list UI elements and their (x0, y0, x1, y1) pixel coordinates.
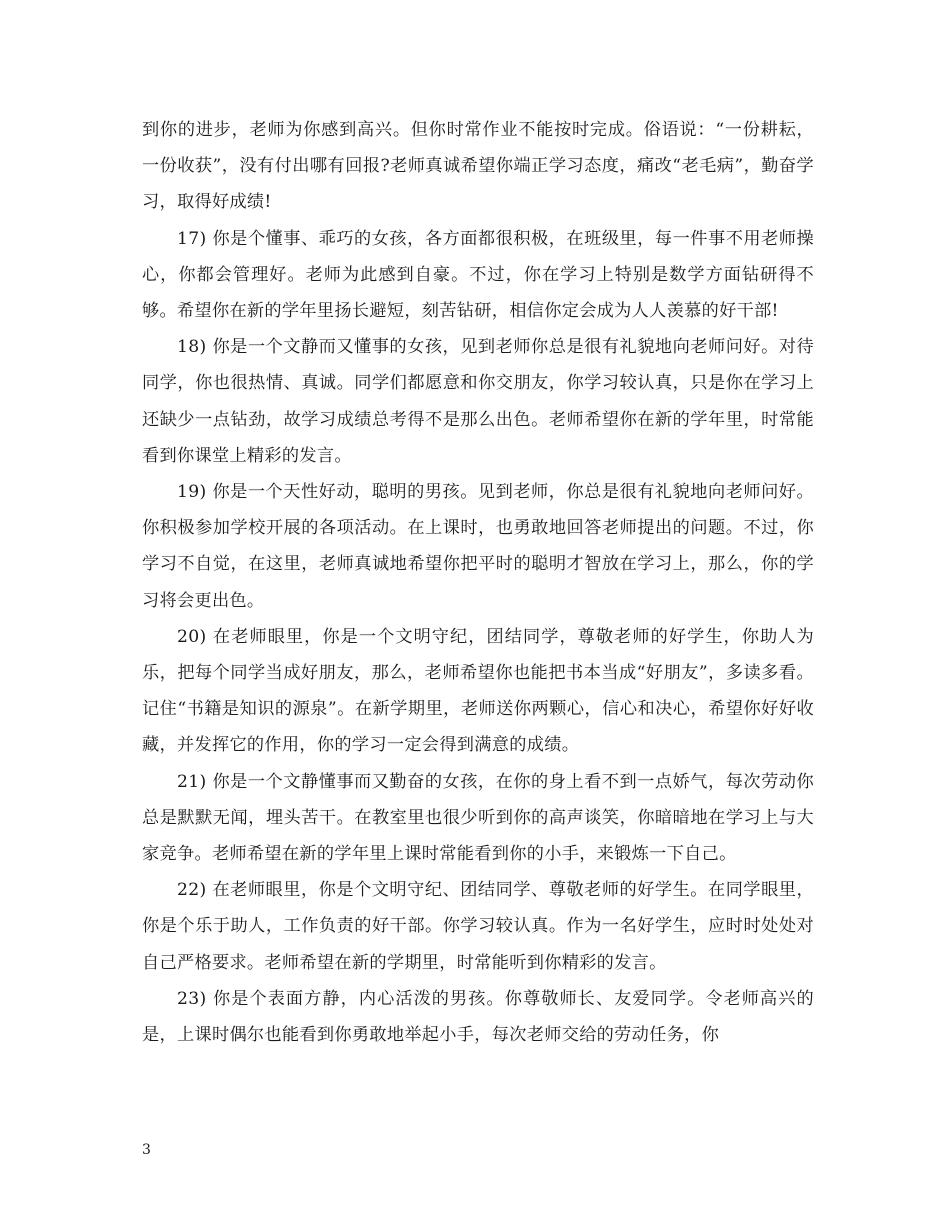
paragraph-19: 19) 你是一个天性好动，聪明的男孩。见到老师，你总是很有礼貌地向老师问好。你积极参加学校开展的各项活动。在上课时，也勇敢地回答老师提出的问题。不过，你学习不自觉，在这里，老师真诚地希望你把平时的聪明才智放在学习上，那么，你的学习将会更出色。 (142, 482, 814, 611)
paragraph-18: 18) 你是一个文静而又懂事的女孩，见到老师你总是很有礼貌地向老师问好。对待同学，你也很热情、真诚。同学们都愿意和你交朋友，你学习较认真，只是你在学习上还缺少一点钻劲，故学习成绩总考得不是那么出色。老师希望你在新的学年里，时常能看到你课堂上精彩的发言。 (142, 337, 814, 466)
paragraph-17: 17) 你是个懂事、乖巧的女孩，各方面都很积极，在班级里，每一件事不用老师操心，你都会管理好。老师为此感到自豪。不过，你在学习上特别是数学方面钻研得不够。希望你在新的学年里扬长避短，刻苦钻研，相信你定会成为人人羡慕的好干部! (142, 228, 814, 322)
page-number: 3 (142, 1142, 151, 1158)
paragraph-22: 22) 在老师眼里，你是个文明守纪、团结同学、尊敬老师的好学生。在同学眼里，你是个乐于助人，工作负责的好干部。你学习较认真。作为一名好学生，应时时处处对自己严格要求。老师希望在新的学期里，时常能听到你精彩的发言。 (142, 880, 814, 973)
document-body (142, 112, 814, 1053)
paragraph-23: 23) 你是个表面方静，内心活泼的男孩。你尊敬师长、友爱同学。令老师高兴的是，上课时偶尔也能看到你勇敢地举起小手，每次老师交给的劳动任务，你 (142, 988, 814, 1046)
paragraph-21: 21) 你是一个文静懂事而又勤奋的女孩，在你的身上看不到一点娇气，每次劳动你总是默默无闻，埋头苦干。在教室里也很少听到你的高声谈笑，你暗暗地在学习上与大家竞争。老师希望在新的学年里上课时常能看到你的小手，来锻炼一下自己。 (142, 771, 814, 865)
paragraph-continuation: 到你的进步，老师为你感到高兴。但你时常作业不能按时完成。俗语说：“一份耕耘，一份收获”，没有付出哪有回报?老师真诚希望你端正学习态度，痛改“老毛病”，勤奋学习，取得好成绩! (142, 120, 814, 213)
paragraph-20: 20) 在老师眼里，你是一个文明守纪，团结同学，尊敬老师的好学生，你助人为乐，把每个同学当成好朋友，那么，老师希望你也能把书本当成“好朋友”，多读多看。记住“书籍是知识的源泉”。在新学期里，老师送你两颗心，信心和决心，希望你好好收藏，并发挥它的作用，你的学习一定会得到满意的成绩。 (142, 626, 814, 756)
